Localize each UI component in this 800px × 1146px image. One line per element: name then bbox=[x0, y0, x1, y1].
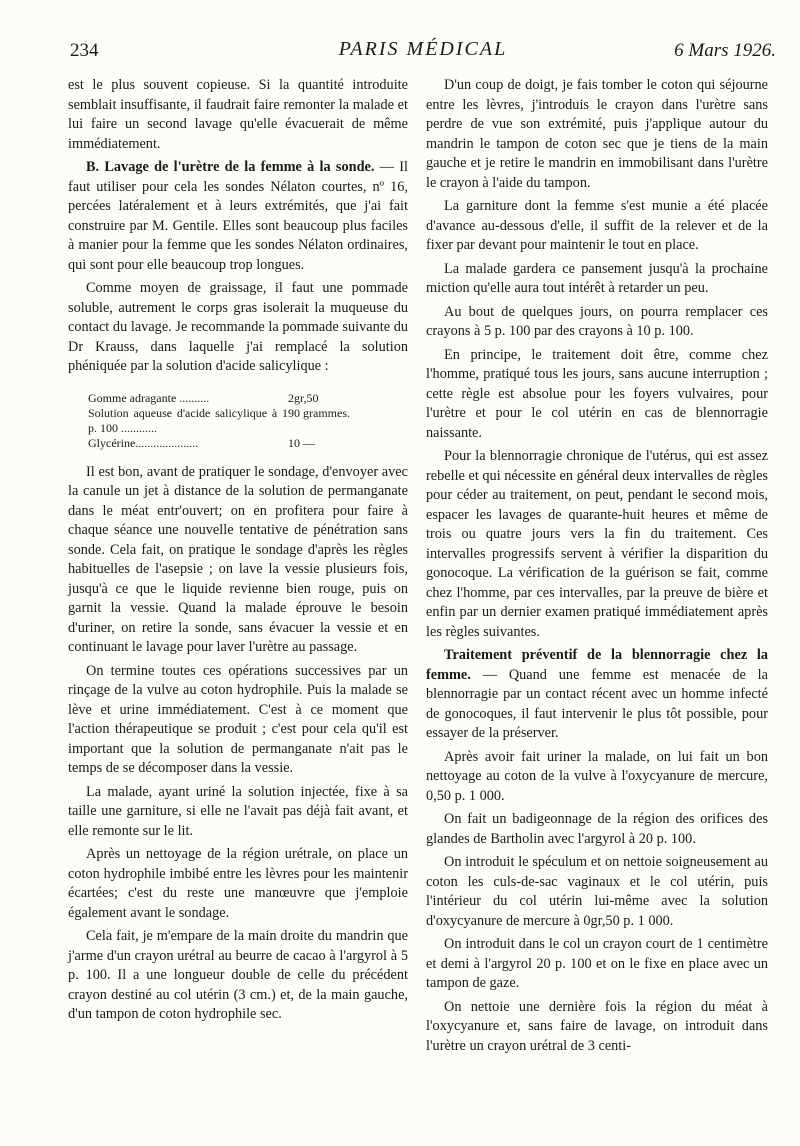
section-heading: Traitement préventif de la blennorragie chez la femme. bbox=[426, 647, 768, 683]
paragraph: On introduit le spéculum et on nettoie soigneusement au coton les culs-de-sac vaginaux et le col utérin, puis l'intérieur du col utérin lui-même avec la solution d'oxycyanure de mercure à 0gr,50 p. 1 000. bbox=[426, 854, 768, 929]
paragraph: Après avoir fait uriner la malade, on lui fait un bon nettoyage au coton de la vulve à l'oxycyanure de mercure, 0,50 p. 1 000. bbox=[426, 748, 768, 804]
journal-title: PARIS MÉDICAL bbox=[338, 38, 508, 60]
paragraph: La garniture dont la femme s'est munie a été placée d'avance au-dessous d'elle, il suffit de la relever et de la fixer par devant pour maintenir le tout en place. bbox=[426, 198, 768, 253]
paragraph: On nettoie une dernière fois la région du méat à l'oxycyanure et, sans faire de lavage, on introduit dans l'urètre un crayon urétral de 3 centi- bbox=[426, 998, 768, 1054]
recipe-quantity: 90 grammes. bbox=[288, 405, 350, 420]
recipe-row bbox=[88, 406, 408, 436]
recipe-ingredient: Glycérine..................... bbox=[88, 435, 199, 450]
paragraph: Au bout de quelques jours, on pourra remplacer ces crayons à 5 p. 100 par des crayons à 10 p. 100. bbox=[426, 303, 768, 339]
recipe-row bbox=[88, 391, 408, 406]
paragraph-body: — Il faut utiliser pour cela les sondes Nélaton courtes, nº 16, percées latéralement et à leurs extrémités, que j'ai fait construire par M. Gentile. Elles sont beaucoup plus faciles à manier pour la femme que les sondes Nélaton ordinaires, qui sont pour elle beaucoup trop longues. bbox=[68, 159, 408, 273]
recipe-ingredient: Solution aqueuse d'acide salicylique à 1 p. 100 ............ bbox=[88, 405, 288, 435]
paragraph: On fait un badigeonnage de la région des orifices des glandes de Bartholin avec l'argyrol à 20 p. 100. bbox=[426, 811, 768, 847]
paragraph: Il est bon, avant de pratiquer le sondage, d'envoyer avec la canule un jet à distance de la solution de permanganate dans le méat entr'ouvert; on en profitera pour faire à chaque séance une nouvelle tentative de pénétration sans sonde. Cela fait, on pratique le sondage d'après les règles habituelles de l'asepsie ; on lave la vessie plusieurs fois, jusqu'à ce que le liquide revienne bien rouge, puis on garnit la vessie. Quand la malade éprouve le besoin d'uriner, on retire la sonde, sans évacuer la vessie et en continuant le lavage pour laver l'urètre au passage. bbox=[68, 463, 408, 655]
paragraph: Comme moyen de graissage, il faut une pommade soluble, autrement le corps gras isolerait la muqueuse du contact du lavage. Je recommande la pommade suivante du Dr Krauss, dans laquelle j'ai remplacé la solution phéniquée par la solution d'acide salicylique : bbox=[68, 280, 408, 374]
page-header bbox=[70, 38, 776, 66]
section-heading: B. Lavage de l'urètre de la femme à la sonde. bbox=[86, 159, 375, 175]
left-column bbox=[68, 76, 408, 1029]
paragraph: La malade, ayant uriné la solution injectée, fixe à sa taille une garniture, si elle ne l'avait pas déjà fait avant, et elle remonte sur le lit. bbox=[68, 783, 408, 839]
paragraph: est le plus souvent copieuse. Si la quantité introduite semblait insuffisante, il faudrait faire remonter la malade et lui faire un second lavage qu'elle évacuerait de même immédiatement. bbox=[68, 77, 408, 152]
recipe-row bbox=[88, 436, 408, 451]
issue-date: 6 Mars 1926. bbox=[674, 40, 776, 61]
paragraph-body: — Quand une femme est menacée de la blennorragie par un contact récent avec un homme infecté de gonocoques, il faut intervenir le plus tôt possible, pour essayer de la préserver. bbox=[426, 666, 768, 741]
page-number: 234 bbox=[70, 40, 99, 61]
paragraph: D'un coup de doigt, je fais tomber le coton qui séjourne entre les lèvres, j'introduis le crayon dans l'urètre sans perdre de vue son extrémité, puis j'applique autour du mandrin le tampon de coton sec que je tiens de la main gauche et je retire le mandrin en immobilisant dans l'urètre le crayon à l'aide du tampon. bbox=[426, 77, 768, 191]
right-column bbox=[426, 76, 768, 1060]
recipe-ingredient: Gomme adragante .......... bbox=[88, 390, 210, 405]
recipe-quantity: 2gr,50 bbox=[288, 390, 319, 405]
paragraph: Pour la blennorragie chronique de l'utérus, qui est assez rebelle et qui nécessite en général deux intervalles de règles pour céder au traitement, on peut, pendant le second mois, espacer les lavages de quarante-huit heures et même de trois ou quatre jours vers la fin du traitement. Ces intervalles progressifs servent à vérifier la disparition du gonocoque. La vérification de la guérison se fait, comme chez l'homme, par ces intervalles, par la preuve de bière et enfin par un dernier examen pratiqué immédiatement après les règles suivantes. bbox=[426, 448, 768, 640]
recipe-quantity: 10 — bbox=[288, 435, 315, 450]
paragraph: Après un nettoyage de la région urétrale, on place un coton hydrophile imbibé entre les lèvres pour les maintenir écartées; c'est du reste une manœuvre que j'emploie également avant le sondage. bbox=[68, 846, 408, 921]
paragraph bbox=[68, 158, 408, 275]
paragraph: On termine toutes ces opérations successives par un rinçage de la vulve au coton hydrophile. Puis la malade se lève et urine immédiatement. C'est à ce moment que l'action thérapeutique se produit ; c'est pour cela qu'il est important que la solution de permanganate n'ait pas le temps de se décomposer dans la vessie. bbox=[68, 662, 408, 776]
paragraph: Cela fait, je m'empare de la main droite du mandrin que j'arme d'un crayon urétral au beurre de cacao à l'argyrol à 5 p. 100. Il a une longueur double de celle du précédent crayon destiné au col utérin (3 cm.) et, de la main gauche, d'un tampon de coton hydrophile sec. bbox=[68, 928, 408, 1022]
paragraph: On introduit dans le col un crayon court de 1 centimètre et demi à l'argyrol 20 p. 100 et on le fixe en place avec un tampon de gaze. bbox=[426, 936, 768, 991]
paragraph: La malade gardera ce pansement jusqu'à la prochaine miction qu'elle aura tout intérêt à retarder un peu. bbox=[426, 260, 768, 296]
paragraph bbox=[426, 646, 768, 744]
recipe-table bbox=[88, 391, 408, 451]
paragraph: En principe, le traitement doit être, comme chez l'homme, pratiqué tous les jours, sans aucune interruption ; cette règle est absolue pour les foyers vulvaires, pour l'urètre et pour le col utérin en cas de blennorragie naissante. bbox=[426, 346, 768, 441]
